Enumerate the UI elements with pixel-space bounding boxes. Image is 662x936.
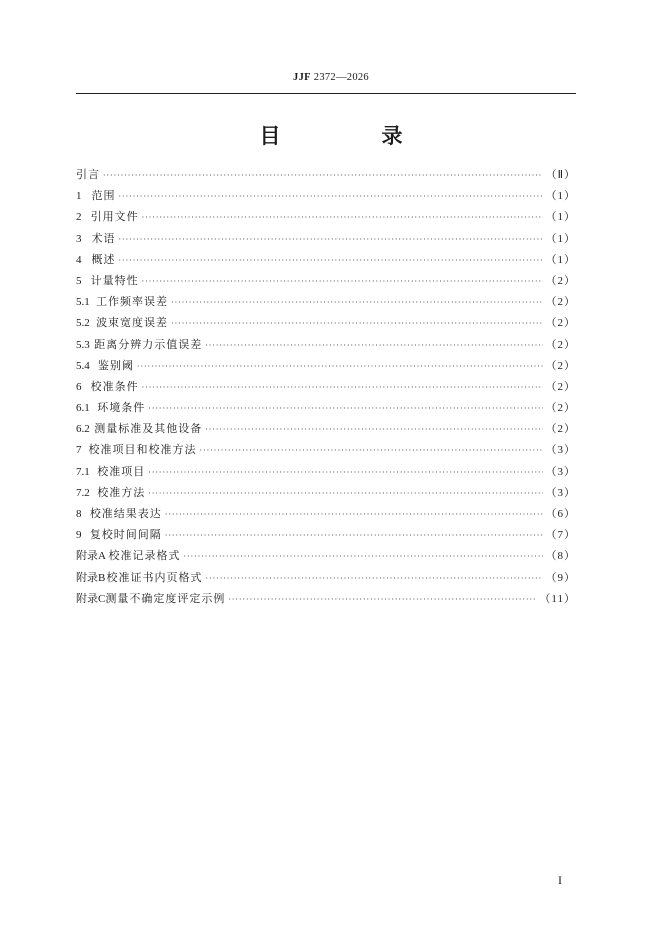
toc-entry[interactable]	[76, 461, 576, 482]
toc-entry-number: 7.1	[76, 465, 90, 478]
toc-entry[interactable]	[76, 185, 576, 206]
toc-entry-label: 鉴别阈	[97, 358, 134, 372]
toc-entry-page: （2）	[545, 296, 576, 309]
header-rule	[76, 93, 576, 94]
toc-entry-label: 校准项目和校准方法	[88, 443, 197, 457]
toc-dot-leader	[142, 271, 543, 292]
toc-entry[interactable]	[76, 439, 576, 460]
toc-entry-label: 波束宽度误差	[96, 316, 169, 330]
toc-entry-page: （11）	[539, 592, 576, 605]
toc-dot-leader	[171, 313, 542, 334]
toc-entry-number: 2	[76, 211, 82, 224]
toc-entry[interactable]	[76, 545, 576, 566]
toc-entry-page: （2）	[545, 317, 576, 330]
toc-dot-leader	[171, 292, 542, 313]
toc-entry[interactable]	[76, 418, 576, 439]
toc-entry-page: （1）	[545, 232, 576, 245]
document-header	[0, 72, 662, 83]
toc-dot-leader	[119, 250, 543, 271]
toc-entry[interactable]	[76, 355, 576, 376]
toc-entry[interactable]	[76, 164, 576, 185]
toc-entry-number: 5.1	[76, 296, 90, 309]
toc-dot-leader	[148, 483, 542, 504]
toc-entry-label: 概述	[91, 252, 116, 266]
toc-entry-page: （9）	[545, 571, 576, 584]
toc-entry[interactable]	[76, 376, 576, 397]
toc-entry[interactable]	[76, 567, 576, 588]
toc-entry-label: 测量标准及其他设备	[94, 422, 203, 436]
toc-entry-label: 术语	[91, 231, 116, 245]
toc-dot-leader	[206, 568, 543, 589]
toc-entry-number: 附录C	[76, 592, 106, 605]
toc-entry-number: 附录A	[76, 550, 106, 563]
toc-dot-leader	[200, 440, 543, 461]
toc-entry-label: 测量不确定度评定示例	[105, 591, 226, 605]
toc-entry[interactable]	[76, 588, 576, 609]
toc-entry-label: 引言	[76, 168, 100, 181]
toc-entry-number: 6	[76, 380, 82, 393]
toc-entry-label: 工作频率误差	[96, 295, 169, 309]
toc-entry-page: （8）	[545, 550, 576, 563]
toc-entry-number: 5.2	[76, 317, 90, 330]
page-number: I	[558, 873, 562, 887]
toc-dot-leader	[205, 335, 542, 356]
toc-entry-number: 1	[76, 190, 82, 203]
toc-entry[interactable]	[76, 482, 576, 503]
toc-entry[interactable]	[76, 228, 576, 249]
toc-entry-page: （2）	[545, 338, 576, 351]
toc-entry[interactable]	[76, 503, 576, 524]
toc-entry-number: 6.1	[76, 402, 90, 415]
page-title: 目 录	[259, 123, 443, 148]
toc-entry-page: （Ⅱ）	[545, 169, 576, 181]
toc-dot-leader	[142, 377, 543, 398]
toc-entry-page: （2）	[545, 423, 576, 436]
toc-entry-page: （2）	[545, 380, 576, 393]
toc-entry-number: 6.2	[76, 423, 90, 436]
toc-dot-leader	[228, 589, 536, 610]
toc-entry-number: 4	[76, 253, 82, 266]
toc-entry-label: 环境条件	[97, 401, 146, 415]
standard-code-number: 2372—2026	[313, 72, 369, 83]
toc-entry[interactable]	[76, 524, 576, 545]
toc-entry-label: 引用文件	[90, 210, 139, 224]
toc-entry[interactable]	[76, 249, 576, 270]
toc-entry-number: 3	[76, 232, 82, 245]
toc-entry[interactable]	[76, 291, 576, 312]
toc-dot-leader	[119, 186, 543, 207]
toc-entry-page: （3）	[545, 444, 576, 457]
toc-entry-label: 校准记录格式	[108, 549, 181, 563]
toc-entry-page: （1）	[545, 211, 576, 224]
toc-entry-page: （1）	[545, 253, 576, 266]
toc-entry-page: （3）	[545, 465, 576, 478]
toc-dot-leader	[103, 165, 543, 186]
toc-entry-number: 5	[76, 274, 82, 287]
toc-dot-leader	[148, 398, 542, 419]
toc-entry-page: （6）	[545, 508, 576, 520]
table-of-contents	[76, 164, 576, 609]
toc-entry-label: 校准项目	[97, 464, 146, 478]
toc-entry-label: 范围	[91, 189, 116, 203]
toc-entry-label: 校准方法	[97, 485, 146, 499]
toc-dot-leader	[119, 229, 543, 250]
toc-entry-number: 附录B	[76, 571, 106, 584]
toc-entry[interactable]	[76, 334, 576, 355]
toc-dot-leader	[137, 356, 543, 377]
toc-entry-page: （7）	[545, 529, 576, 542]
toc-entry-page: （2）	[545, 359, 576, 372]
toc-dot-leader	[142, 207, 543, 228]
toc-entry[interactable]	[76, 270, 576, 291]
toc-entry-number: 7.2	[76, 486, 90, 499]
toc-entry-page: （1）	[545, 190, 576, 203]
toc-dot-leader	[205, 419, 542, 440]
toc-entry-page: （2）	[545, 274, 576, 287]
toc-dot-leader	[148, 462, 542, 483]
toc-entry-label: 距离分辨力示值误差	[94, 337, 203, 351]
toc-dot-leader	[165, 525, 543, 546]
toc-entry-page: （2）	[545, 402, 576, 415]
standard-code-prefix: JJF	[293, 72, 311, 83]
toc-entry-number: 5.4	[76, 359, 90, 372]
toc-entry-label: 复校时间间隔	[89, 528, 162, 542]
toc-dot-leader	[184, 546, 543, 567]
toc-entry[interactable]	[76, 312, 576, 333]
toc-entry[interactable]	[76, 206, 576, 227]
toc-entry-label: 校准结果表达	[89, 507, 162, 520]
toc-entry[interactable]	[76, 397, 576, 418]
toc-entry-number: 7	[76, 444, 82, 457]
toc-entry-number: 5.3	[76, 338, 90, 351]
toc-entry-label: 计量特性	[90, 273, 139, 287]
toc-entry-number: 9	[76, 529, 82, 542]
toc-dot-leader	[165, 504, 543, 525]
toc-entry-label: 校准条件	[90, 379, 139, 393]
toc-entry-page: （3）	[545, 486, 576, 499]
toc-entry-label: 校准证书内页格式	[106, 570, 203, 584]
toc-entry-number: 8	[76, 508, 82, 520]
